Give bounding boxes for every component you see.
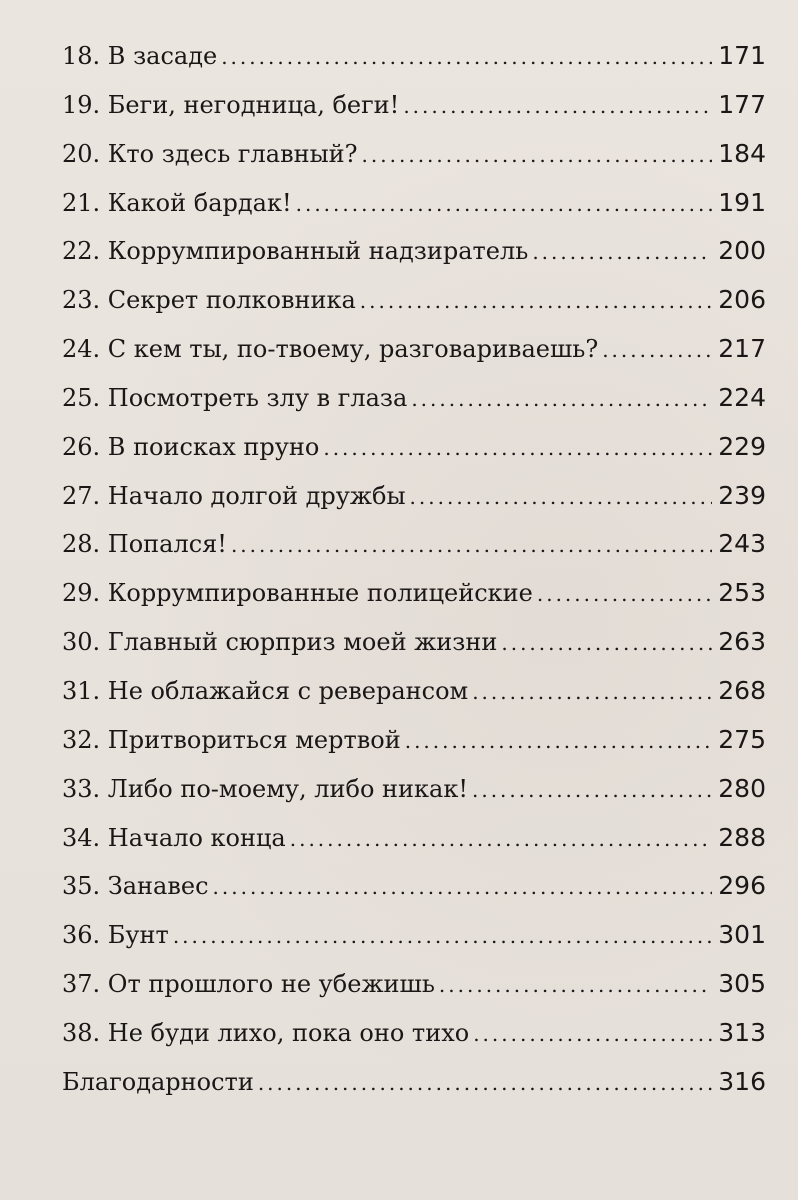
dot-leader bbox=[231, 521, 712, 570]
toc-entry-title: 23. Секрет полковника bbox=[62, 286, 356, 315]
toc-entry-page: 316 bbox=[718, 1066, 766, 1096]
toc-entry-page: 184 bbox=[718, 138, 766, 168]
dot-leader bbox=[411, 375, 712, 424]
table-of-contents bbox=[62, 32, 766, 1107]
toc-entry-title: 26. В поисках пруно bbox=[62, 432, 320, 461]
toc-entry-32 bbox=[62, 716, 766, 765]
toc-entry-title: 37. От прошлого не убежишь bbox=[62, 970, 435, 999]
dot-leader bbox=[173, 912, 712, 961]
dot-leader bbox=[439, 961, 712, 1010]
toc-entry-30 bbox=[62, 618, 766, 667]
toc-entry-36 bbox=[62, 911, 766, 960]
dot-leader bbox=[472, 668, 712, 717]
toc-entry-34 bbox=[62, 814, 766, 863]
toc-entry-page: 200 bbox=[718, 236, 766, 266]
dot-leader bbox=[290, 815, 713, 864]
toc-entry-19 bbox=[62, 81, 766, 130]
toc-entry-20 bbox=[62, 130, 766, 179]
toc-entry-title: 20. Кто здесь главный? bbox=[62, 139, 358, 168]
toc-entry-page: 229 bbox=[718, 431, 766, 461]
dot-leader bbox=[403, 82, 712, 131]
toc-entry-page: 206 bbox=[718, 285, 766, 315]
toc-entry-33 bbox=[62, 765, 766, 814]
toc-entry-page: 177 bbox=[718, 89, 766, 119]
dot-leader bbox=[323, 424, 712, 473]
toc-entry-page: 243 bbox=[718, 529, 766, 559]
toc-entry-title: 21. Какой бардак! bbox=[62, 188, 292, 217]
toc-entry-28 bbox=[62, 520, 766, 569]
toc-entry-page: 224 bbox=[718, 382, 766, 412]
dot-leader bbox=[362, 131, 713, 180]
toc-entry-page: 217 bbox=[718, 334, 766, 364]
dot-leader bbox=[296, 180, 713, 229]
toc-entry-21 bbox=[62, 179, 766, 228]
toc-entry-title: 25. Посмотреть злу в глаза bbox=[62, 383, 408, 412]
toc-entry-38 bbox=[62, 1009, 766, 1058]
toc-entry-27 bbox=[62, 472, 766, 521]
toc-entry-title: 33. Либо по-моему, либо никак! bbox=[62, 774, 468, 803]
toc-entry-page: 263 bbox=[718, 627, 766, 657]
toc-entry-35 bbox=[62, 862, 766, 911]
toc-entry-page: 171 bbox=[718, 41, 766, 70]
toc-entry-37 bbox=[62, 960, 766, 1009]
toc-entry-24 bbox=[62, 325, 766, 374]
toc-entry-23 bbox=[62, 276, 766, 325]
dot-leader bbox=[602, 326, 712, 375]
dot-leader bbox=[221, 33, 712, 82]
dot-leader bbox=[501, 619, 712, 668]
toc-entry-title: Благодарности bbox=[62, 1067, 254, 1096]
toc-entry-title: 30. Главный сюрприз моей жизни bbox=[62, 628, 498, 657]
toc-entry-18 bbox=[62, 32, 766, 81]
toc-entry-page: 313 bbox=[718, 1017, 766, 1047]
dot-leader bbox=[410, 473, 713, 522]
toc-entry-acknowledgements bbox=[62, 1058, 766, 1107]
dot-leader bbox=[213, 863, 713, 912]
toc-entry-title: 29. Коррумпированные полицейские bbox=[62, 579, 533, 608]
toc-entry-page: 275 bbox=[718, 724, 766, 754]
toc-entry-page: 288 bbox=[718, 822, 766, 852]
toc-entry-title: 24. С кем ты, по-твоему, разговариваешь? bbox=[62, 335, 599, 364]
toc-entry-22 bbox=[62, 227, 766, 276]
toc-entry-page: 268 bbox=[718, 675, 766, 705]
toc-entry-title: 35. Занавес bbox=[62, 872, 209, 901]
toc-entry-26 bbox=[62, 423, 766, 472]
toc-entry-page: 280 bbox=[718, 773, 766, 803]
toc-entry-25 bbox=[62, 374, 766, 423]
toc-entry-title: 32. Притвориться мертвой bbox=[62, 725, 401, 754]
toc-entry-page: 301 bbox=[718, 920, 766, 950]
toc-entry-page: 305 bbox=[718, 969, 766, 999]
toc-entry-title: 18. В засаде bbox=[62, 42, 218, 70]
toc-entry-title: 34. Начало конца bbox=[62, 823, 286, 852]
toc-entry-29 bbox=[62, 569, 766, 618]
toc-entry-title: 38. Не буди лихо, пока оно тихо bbox=[62, 1018, 470, 1047]
toc-entry-title: 19. Беги, негодница, беги! bbox=[62, 90, 400, 119]
toc-entry-title: 22. Коррумпированный надзиратель bbox=[62, 237, 529, 266]
dot-leader bbox=[532, 228, 712, 277]
toc-entry-page: 296 bbox=[718, 871, 766, 901]
dot-leader bbox=[258, 1059, 712, 1108]
dot-leader bbox=[360, 277, 712, 326]
toc-entry-31 bbox=[62, 667, 766, 716]
toc-entry-title: 31. Не облажайся с реверансом bbox=[62, 676, 469, 705]
toc-entry-page: 253 bbox=[718, 578, 766, 608]
toc-entry-title: 28. Попался! bbox=[62, 530, 227, 559]
dot-leader bbox=[473, 1010, 712, 1059]
dot-leader bbox=[537, 570, 712, 619]
dot-leader bbox=[472, 766, 712, 815]
toc-entry-title: 27. Начало долгой дружбы bbox=[62, 481, 406, 510]
toc-entry-page: 191 bbox=[718, 187, 766, 217]
dot-leader bbox=[405, 717, 713, 766]
toc-entry-title: 36. Бунт bbox=[62, 921, 169, 950]
toc-entry-page: 239 bbox=[718, 480, 766, 510]
